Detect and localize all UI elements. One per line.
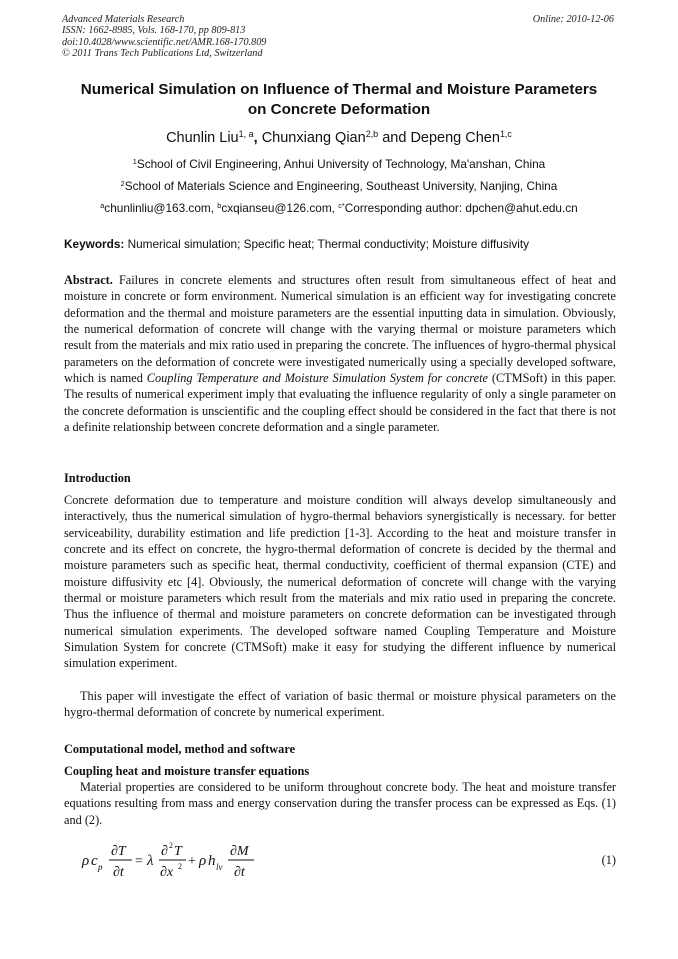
email-line [40,200,638,216]
abstract-label: Abstract. [64,273,113,287]
keywords [64,236,616,252]
email-a: chunlinliu@163.com, [104,201,218,215]
eq-equals: = [135,854,143,869]
eq-c: c [91,853,98,869]
eq-d2: ∂ [161,844,168,859]
affiliation-1 [40,156,638,172]
title-line-1: Numerical Simulation on Influence of Thermal and Moisture Parameters [80,81,598,98]
copyright-line: © 2011 Trans Tech Publications Ltd, Switzerland [62,48,263,60]
email-b: cxqianseu@126.com, [221,201,339,215]
eq-dx: ∂x [160,865,174,880]
email-c-mark: c* [338,200,345,210]
email-c: Corresponding author: dpchen@ahut.edu.cn [344,201,578,215]
affiliation-1-text: School of Civil Engineering, Anhui University of Technology, Ma'anshan, China [136,157,546,171]
eq-plus: + [188,854,196,869]
eq-dt: ∂t [113,865,124,880]
issn-line: ISSN: 1662-8985, Vols. 168-170, pp 809-813 [62,25,246,37]
introduction-paragraph-1: Concrete deformation due to temperature and moisture condition will always develop simultaneously and interactively, thus the numerical simulation of hygro-thermal behaviors synergistically is necessary. for better serviceability, durability estimation and life prediction [1-3]. According to the heat and moisture transfer in concrete and its effect on concrete, the hygro-thermal deformation of concrete is decided by the thermal and moisture parameters such as specific heat, thermal conductivity, coefficient of thermal expansion (CTE) and moisture diffusivity etc [4]. Obviously, the numerical deformation of concrete will change with the varying thermal or moisture parameters which result from the materials and mix ratio used in preparing the concrete. Thus the influence of thermal and moisture parameters on concrete deformation can be investigated through numerical simulation experiments. The developed software named Coupling Temperature and Moisture Simulation System for concrete (CTMSoft) make it easy for studying the different influence by numerical simulation experiment. [64,493,616,671]
author-3-affil: 1,c [499,129,512,140]
online-date: Online: 2010-12-06 [532,14,614,25]
model-section-heading: Computational model, method and software [64,742,296,756]
equation-1-formula [78,840,278,882]
affiliation-2 [40,178,638,194]
author-1: Chunlin Liu [166,130,239,146]
eq-dM: ∂M [230,844,249,859]
author-list [40,128,638,148]
eq-rho-2: ρ [199,853,207,869]
model-paragraph: Material properties are considered to be uniform throughout concrete body. The heat and moisture transfer equations resulting from mass and energy conservation during the transfer process can be expressed as Eqs. (1) and (2). [64,780,616,827]
journal-name: Advanced Materials Research [62,14,185,25]
eq-sup-2b: 2 [178,862,182,871]
keywords-label: Keywords: [64,237,125,251]
email-a-mark: a [100,200,105,210]
author-sep-1: , [253,130,262,146]
abstract-text-1: Failures in concrete elements and structures often result from simultaneous effect of heat and moisture in concrete or form environment. Numerical simulation is an efficient way for investigating concrete deformation and the thermal and moisture parameters are the essential inputting data in simulation. Obviously, the numerical deformation of concrete will change with the varying thermal or moisture parameters which result from the materials and mix ratio used in preparing the concrete. The influences of hygro-thermal physical parameters on the deformation of concrete were investigated numerically using a specially developed software, which is named [64,273,616,386]
doi-line: doi:10.4028/www.scientific.net/AMR.168-170.809 [62,36,267,48]
affiliation-2-mark: 2 [120,178,125,188]
journal-header [62,14,266,60]
author-1-affil: 1, a [238,129,254,140]
abstract-software-name: Coupling Temperature and Moisture Simulation System for concrete [146,371,488,386]
email-b-mark: b [217,200,222,210]
equation-number: (1) [601,853,616,867]
eq-dt-2: ∂t [234,865,245,880]
author-3: Depeng Chen [410,130,500,146]
title-line-2: on Concrete Deformation [247,101,431,118]
eq-rho: ρ [82,853,90,869]
eq-lv: lv [216,862,223,872]
keywords-text: Numerical simulation; Specific heat; Thermal conductivity; Moisture diffusivity [124,237,530,251]
author-2-affil: 2,b [365,129,379,140]
introduction-paragraph-2: This paper will investigate the effect of variation of basic thermal or moisture physical parameters on the hygro-thermal deformation of concrete by numerical experiment. [64,689,616,720]
eq-sup-2a: 2 [169,841,173,850]
eq-dT: ∂T [111,844,126,859]
affiliation-2-text: School of Materials Science and Engineering, Southeast University, Nanjing, China [124,179,558,193]
eq-lambda: λ [147,853,154,869]
abstract-text-2: (CTMSoft) in this paper. The results of numerical experiment imply that evaluating the influence regularity of only a single parameter on the concrete deformation is unscientific and the coupling effect should be considered in the fact that there is not a definite relationship between concrete deformation and a single parameter. [64,371,616,435]
introduction-heading: Introduction [64,471,131,485]
eq-h: h [208,853,216,869]
author-sep-2: and [378,130,411,146]
equations-subheading: Coupling heat and moisture transfer equations [64,764,310,778]
eq-T: T [174,844,182,859]
abstract [64,272,616,435]
eq-p: p [98,862,103,872]
author-2: Chunxiang Qian [261,130,366,146]
affiliation-1-mark: 1 [132,156,137,166]
equation-1 [64,840,616,882]
paper-title [40,80,638,120]
